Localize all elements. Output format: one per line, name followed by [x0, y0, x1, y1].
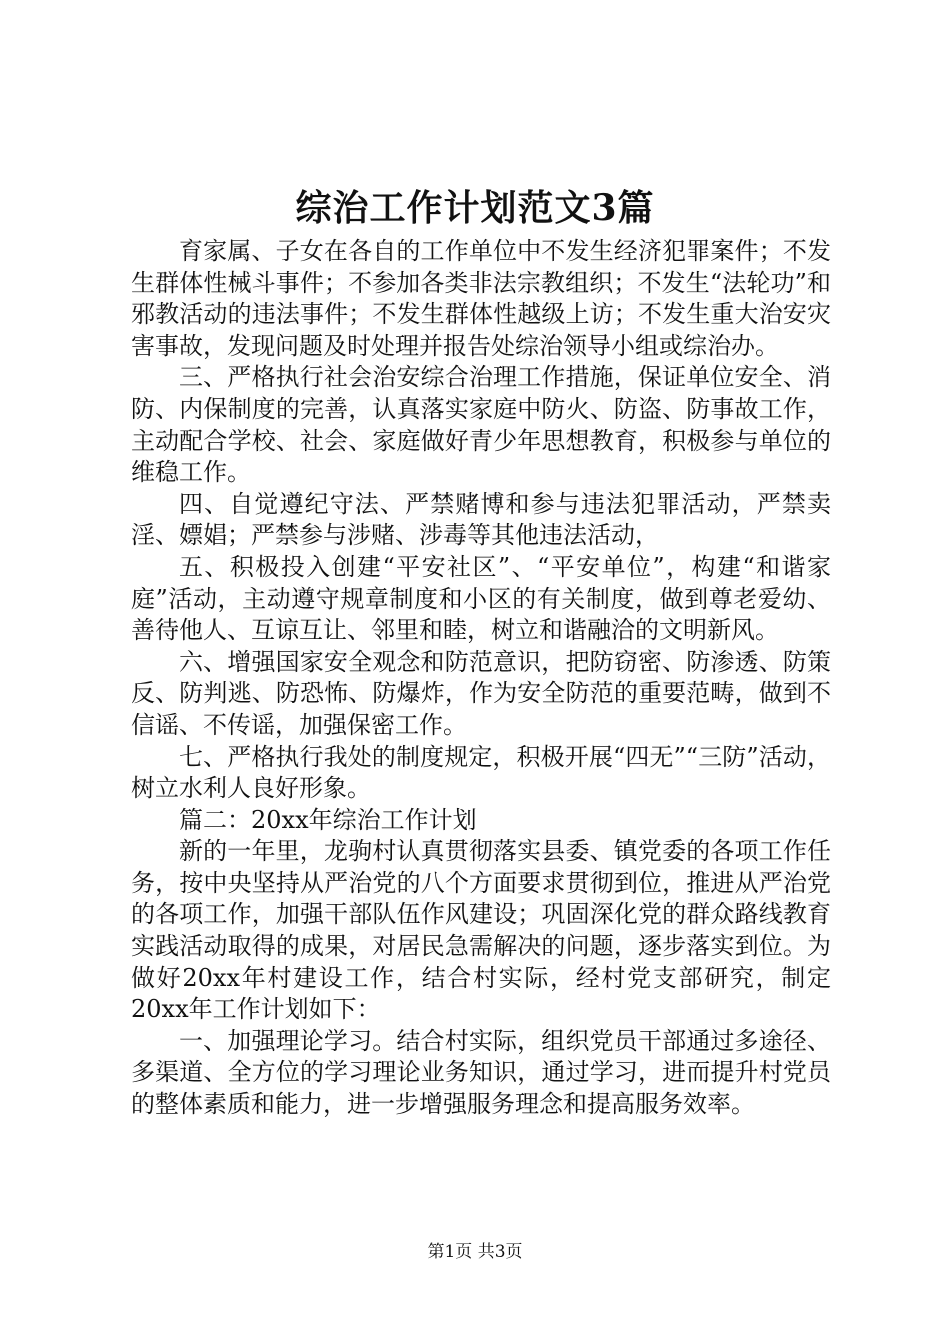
paragraph: 七、严格执行我处的制度规定，积极开展“四无”“三防”活动，树立水利人良好形象。	[131, 742, 831, 803]
document-title: 综治工作计划范文3篇	[295, 187, 655, 229]
paragraph: 五、积极投入创建“平安社区”、“平安单位”，构建“和谐家庭”活动，主动遵守规章制度和小区的有关制度，做到尊老爱幼、善待他人、互谅互让、邻里和睦，树立和谐融洽的文明新风。	[131, 552, 831, 645]
section-heading: 篇二：20xx年综治工作计划	[179, 805, 477, 834]
document-body	[131, 236, 831, 1121]
paragraph: 育家属、子女在各自的工作单位中不发生经济犯罪案件；不发生群体性械斗事件；不参加各类非法宗教组织；不发生“法轮功”和邪教活动的违法事件；不发生群体性越级上访；不发生重大治安灾害事故，发现问题及时处理并报告处综治领导小组或综治办。	[131, 237, 831, 360]
paragraph: 新的一年里，龙驹村认真贯彻落实县委、镇党委的各项工作任务，按中央坚持从严治党的八个方面要求贯彻到位，推进从严治党的各项工作，加强干部队伍作风建设；巩固深化党的群众路线教育实践活动取得的成果，对居民急需解决的问题，逐步落实到位。为做好20xx年村建设工作，结合村实际，经村党支部研究，制定20xx年工作计划如下：	[131, 837, 831, 1024]
paragraph: 一、加强理论学习。结合村实际，组织党员干部通过多途径、多渠道、全方位的学习理论业务知识，通过学习，进而提升村党员的整体素质和能力，进一步增强服务理念和提高服务效率。	[131, 1026, 831, 1119]
paragraph: 六、增强国家安全观念和防范意识，把防窃密、防渗透、防策反、防判逃、防恐怖、防爆炸，作为安全防范的重要范畴，做到不信谣、不传谣，加强保密工作。	[131, 647, 831, 739]
paragraph: 四、自觉遵纪守法、严禁赌博和参与违法犯罪活动，严禁卖淫、嫖娼；严禁参与涉赌、涉毒等其他违法活动，	[131, 489, 831, 550]
page-number-footer: 第1页 共3页	[427, 1242, 523, 1262]
paragraph: 三、严格执行社会治安综合治理工作措施，保证单位安全、消防、内保制度的完善，认真落实家庭中防火、防盗、防事故工作，主动配合学校、社会、家庭做好青少年思想教育，积极参与单位的维稳工作。	[131, 363, 831, 487]
